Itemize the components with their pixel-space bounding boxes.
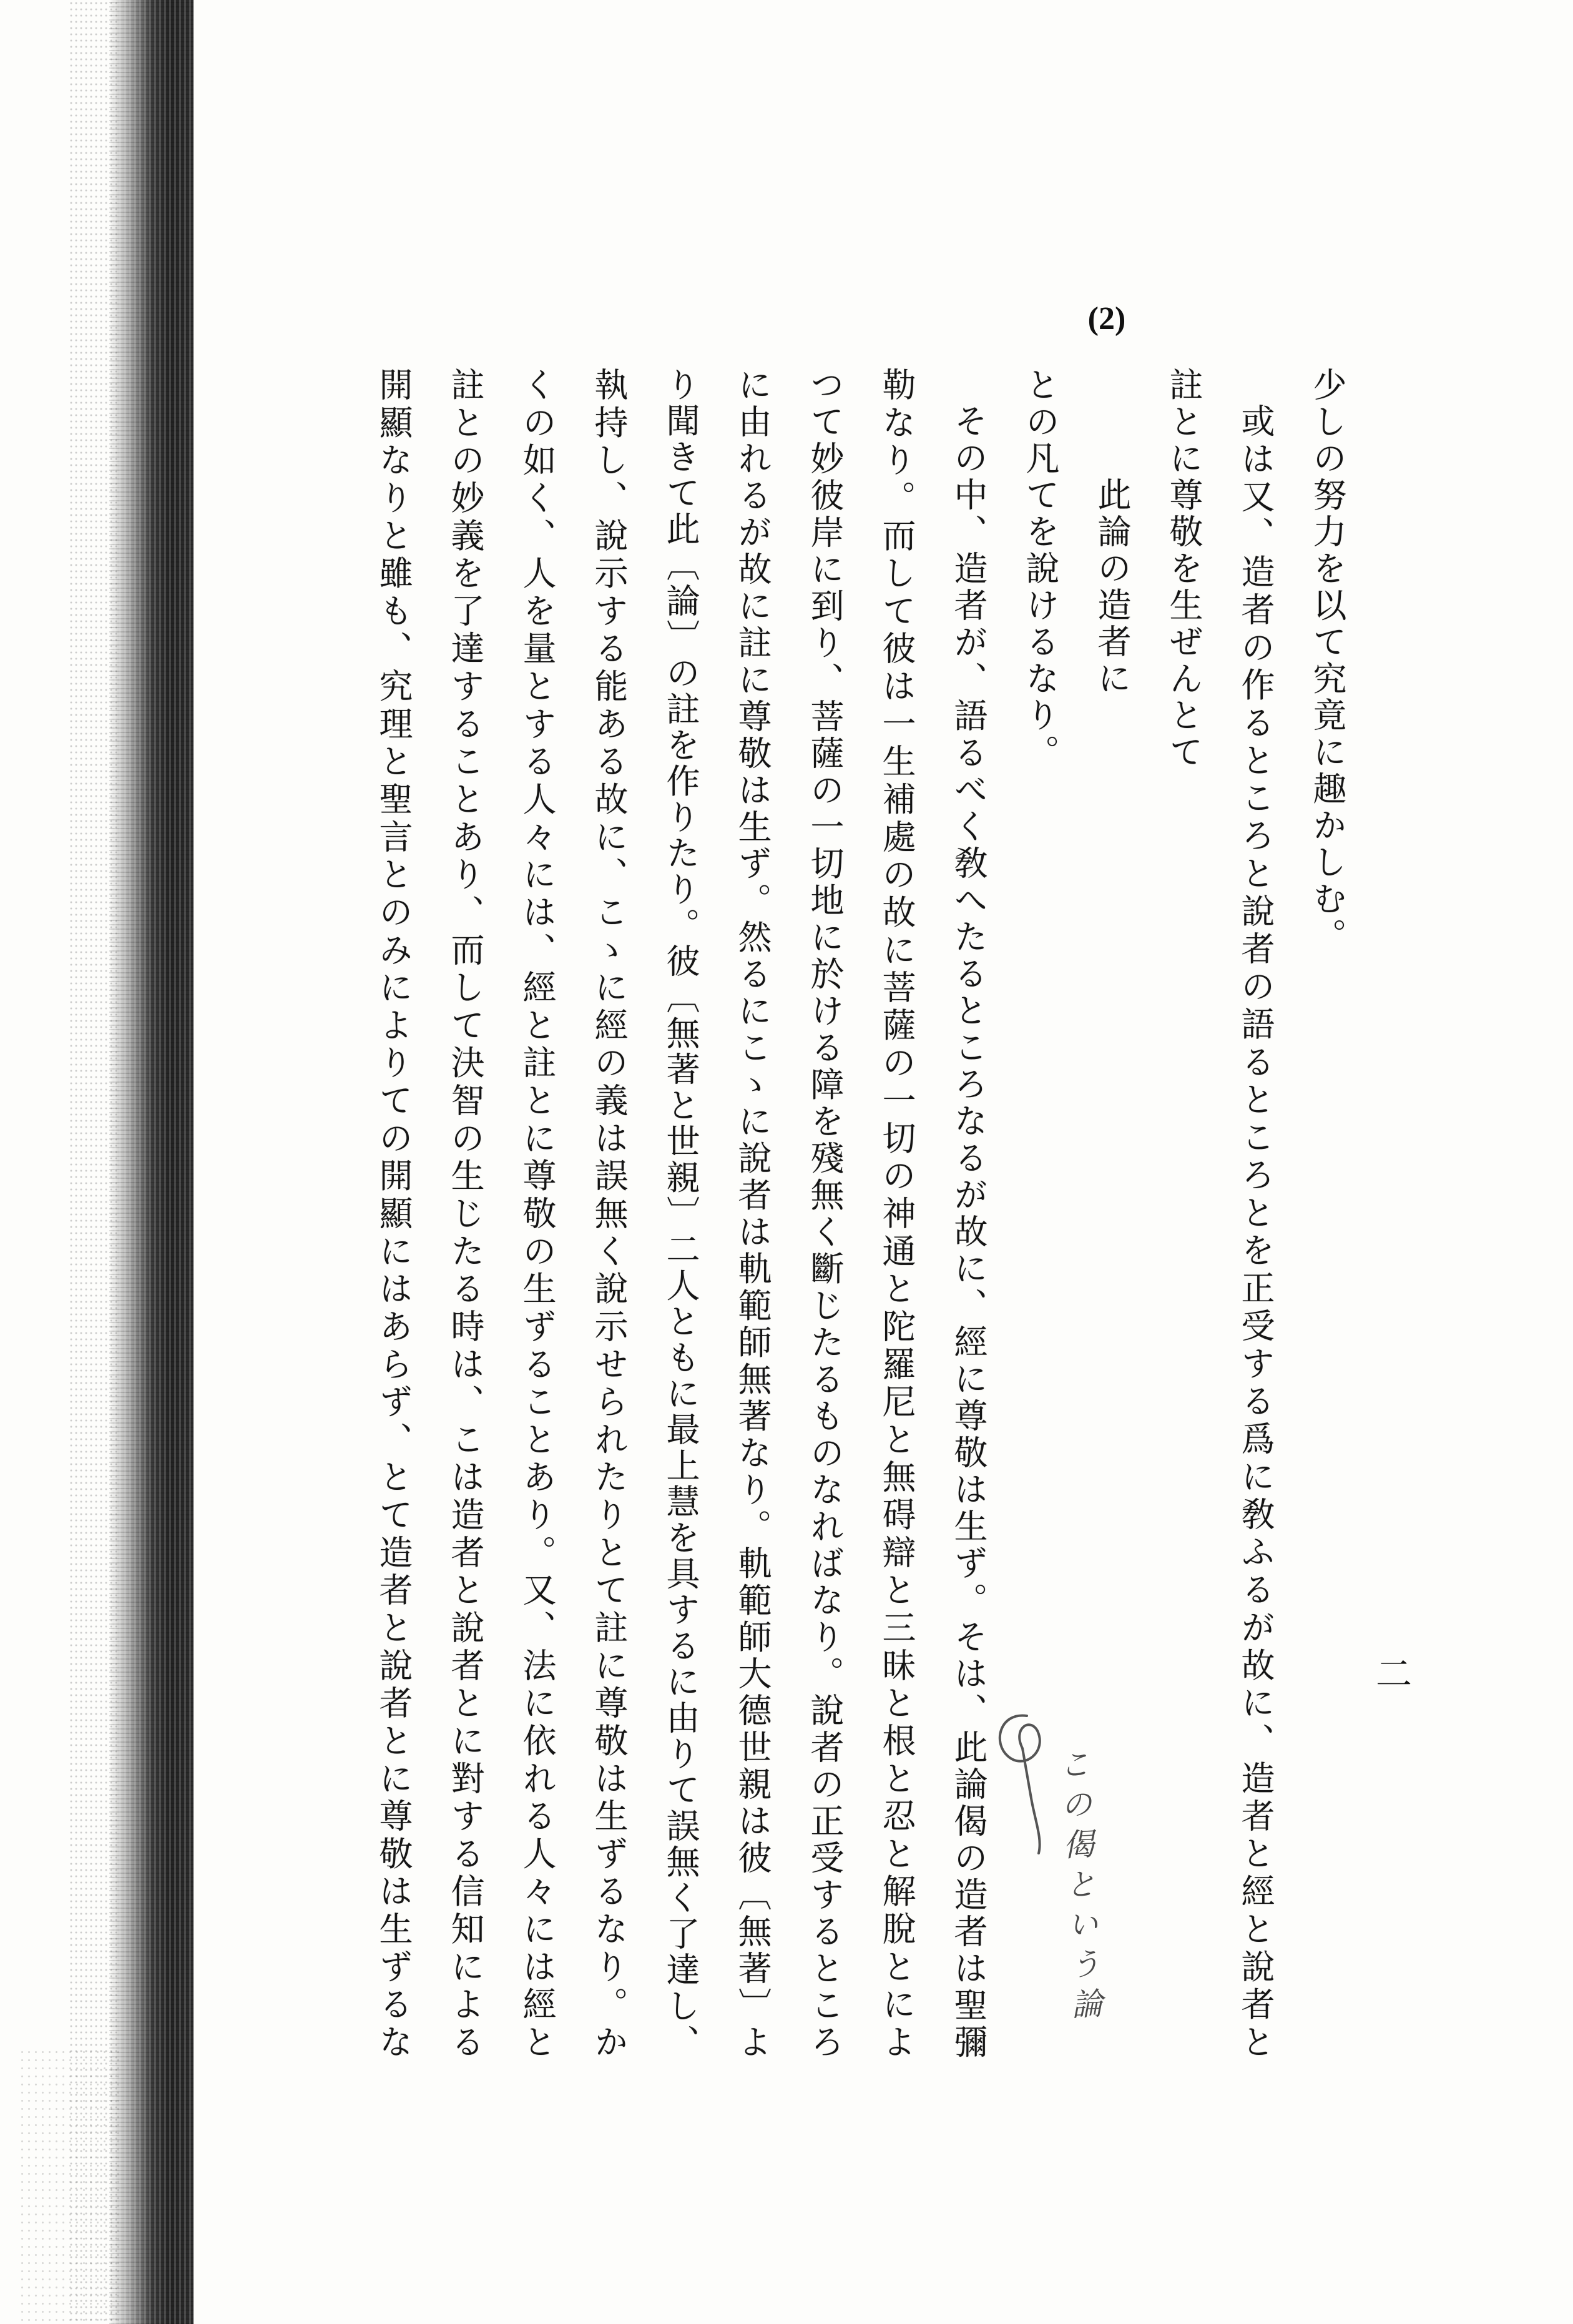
- page-number: 二: [1375, 1653, 1412, 1695]
- scan-speckle: [19, 2048, 119, 2323]
- text-line: との凡てを說けるなり。: [1021, 367, 1060, 771]
- scan-binding-shadow: [109, 0, 194, 2324]
- handwritten-note: この偈という論: [1053, 1747, 1104, 2029]
- text-line: り聞きて此〔論〕の註を作りたり。彼〔無著と世親〕二人ともに最上慧を具するに由りて誤無く了達し、: [661, 367, 700, 2059]
- text-line: 註との妙義を了達することあり、而して決智の生じたる時は、こは造者と說者とに對する信知による: [446, 367, 485, 2058]
- running-head: (2): [1087, 301, 1126, 337]
- text-line: くの如く、人を量とする人々には、經と註とに尊敬の生ずることあり。又、法に依れる人々には經と: [517, 367, 557, 2058]
- text-line: 少しの努力を以て究竟に趣かしむ。: [1308, 367, 1347, 955]
- text-line: 註とに尊敬を生ぜんとて: [1164, 367, 1203, 771]
- text-line: 或は又、造者の作るところと說者の語るところとを正受する爲に敎ふるが故に、造者と經と說者と: [1236, 403, 1275, 2058]
- text-line: 此論の造者に: [1092, 477, 1132, 697]
- text-line: に由れるが故に註に尊敬は生ず。然るにこゝに說者は軌範師無著なり。軌範師大德世親は彼〔無著〕よ: [733, 367, 772, 2059]
- text-line: つて妙彼岸に到り、菩薩の一切地に於ける障を殘無く斷じたるものなればなり。說者の正受するところ: [805, 367, 845, 2058]
- text-line: その中、造者が、語るべく敎へたるところなるが故に、經に尊敬は生ず。そは、此論偈の造者は聖彌: [949, 403, 988, 2058]
- text-line: 勒なり。而して彼は一生補處の故に菩薩の一切の神通と陀羅尼と無碍辯と三昧と根と忍と解脫とによ: [877, 367, 916, 2058]
- text-line: 開顯なりと雖も、究理と聖言とのみによりての開顯にはあらず、とて造者と說者とに尊敬は生ずるな: [374, 367, 413, 2058]
- text-line: 執持し、說示する能ある故に、こゝに經の義は誤無く說示せられたりとて註に尊敬は生ずるなり。か: [589, 367, 629, 2058]
